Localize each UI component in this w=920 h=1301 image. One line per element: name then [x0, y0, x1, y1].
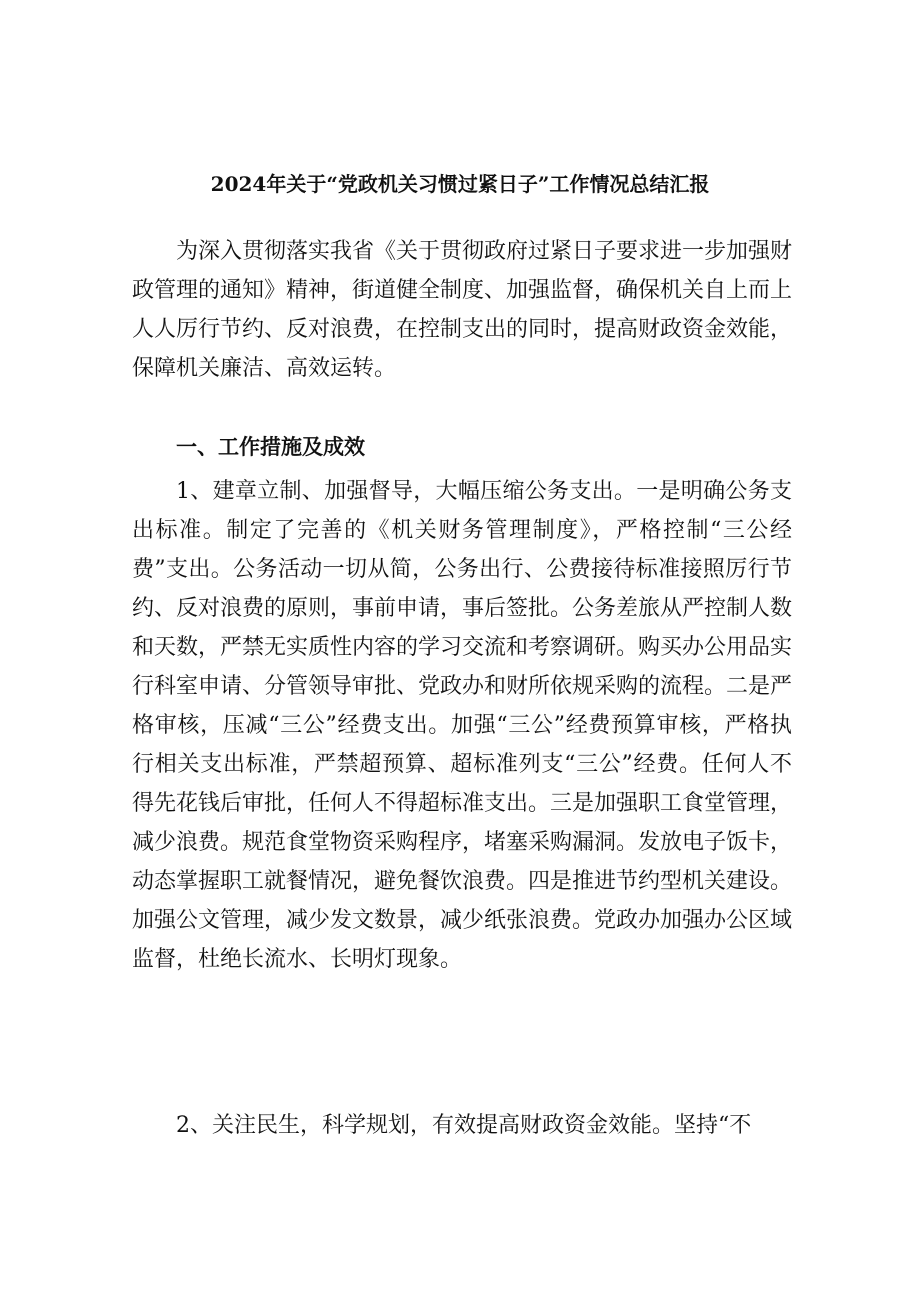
section-heading: 一、工作措施及成效 [176, 435, 365, 459]
item-2-paragraph: 2、关注民生，科学规划，有效提高财政资金效能。坚持“不 [176, 1113, 752, 1138]
document-title: 2024年关于“党政机关习惯过紧日子”工作情况总结汇报 [210, 172, 710, 196]
item-1-paragraph: 1、建章立制、加强督导，大幅压缩公务支出。一是明确公务支出标准。制定了完善的《机关财务管理制度》，严格控制“三公经费”支出。公务活动一切从简，公务出行、公费接待标准接照厉行节约、反对浪费的原则，事前申请，事后签批。公务差旅从严控制人数和天数，严禁无实质性内容的学习交流和考察调研。购买办公用品实行科室申请、分管领导审批、党政办和财所依规采购的流程。二是严格审核，压减“三公”经费支出。加强“三公”经费预算审核，严格执行相关支出标准，严禁超预算、超标准列支“三公”经费。任何人不得先花钱后审批，任何人不得超标准支出。三是加强职工食堂管理，减少浪费。规范食堂物资采购程序，堵塞采购漏洞。发放电子饭卡，动态掌握职工就餐情况，避免餐饮浪费。四是推进节约型机关建设。加强公文管理，减少发文数景，减少纸张浪费。党政办加强办公区域监督，杜绝长流水、长明灯现象。 [132, 479, 793, 972]
intro-paragraph: 为深入贯彻落实我省《关于贯彻政府过紧日子要求进一步加强财政管理的通知》精神，街道健全制度、加强监督，确保机关自上而上人人厉行节约、反对浪费，在控制支出的同时，提高财政资金效能，保障机关廉洁、高效运转。 [132, 239, 793, 381]
